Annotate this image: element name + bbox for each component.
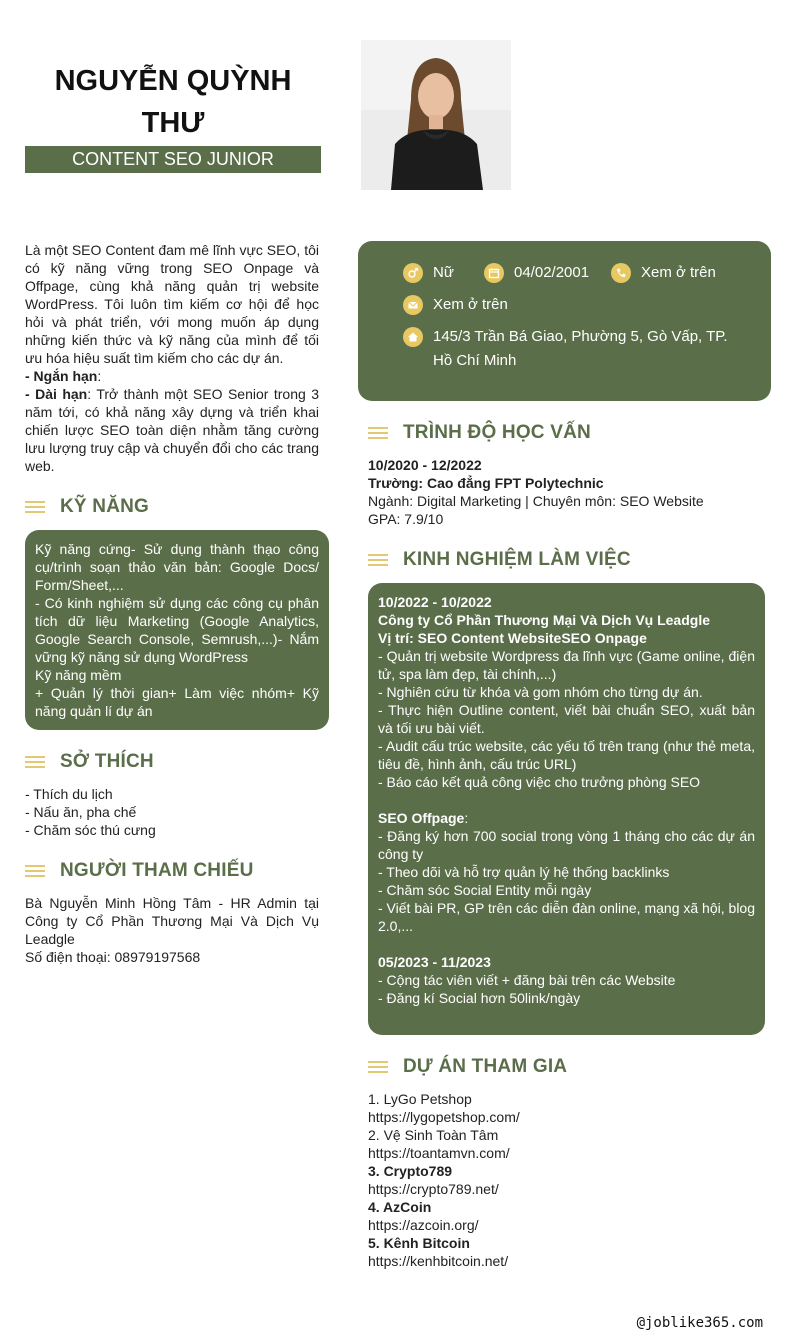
hobby-item: - Thích du lịch bbox=[25, 786, 113, 802]
phone-icon bbox=[611, 263, 631, 283]
hobbies-heading bbox=[25, 747, 154, 777]
menu-lines-icon bbox=[25, 756, 45, 768]
menu-lines-icon bbox=[368, 554, 388, 566]
reference-info bbox=[25, 894, 319, 966]
job1-bullet: - Nghiên cứu từ khóa và gom nhóm cho từng dự án. bbox=[378, 684, 703, 700]
experience-title: KINH NGHIỆM LÀM VIỆC bbox=[403, 549, 631, 570]
education-major: Ngành: Digital Marketing | Chuyên môn: SEO Website bbox=[368, 493, 704, 509]
project-url[interactable]: https://azcoin.org/ bbox=[368, 1217, 479, 1233]
education-info bbox=[368, 456, 768, 528]
reference-heading bbox=[25, 856, 254, 886]
long-term-goal bbox=[25, 385, 319, 475]
job1-bullet: - Báo cáo kết quả công việc cho trưởng phòng SEO bbox=[378, 774, 701, 790]
experience-heading bbox=[368, 545, 631, 575]
contact-box bbox=[358, 241, 771, 401]
portrait-image bbox=[361, 40, 511, 190]
education-school: Trường: Cao đẳng FPT Polytechnic bbox=[368, 475, 604, 491]
education-heading bbox=[368, 418, 591, 448]
offpage-label: SEO Offpage bbox=[378, 810, 465, 826]
address-item bbox=[403, 325, 743, 373]
phone-value: Xem ở trên bbox=[641, 264, 716, 281]
menu-lines-icon bbox=[25, 501, 45, 513]
dob-value: 04/02/2001 bbox=[514, 264, 590, 281]
skills-hard-1: Kỹ năng cứng- Sử dụng thành thạo công cụ/trình soạn thảo văn bản: Google Docs/ Form/Sheet,... bbox=[35, 541, 319, 593]
home-icon bbox=[403, 327, 423, 347]
project-url[interactable]: https://kenhbitcoin.net/ bbox=[368, 1253, 509, 1269]
email-value: Xem ở trên bbox=[433, 296, 508, 313]
offpage-bullet: - Chăm sóc Social Entity mỗi ngày bbox=[378, 882, 592, 898]
short-term-label: - Ngắn hạn bbox=[25, 368, 98, 384]
job2-bullet: - Cộng tác viên viết + đăng bài trên các Website bbox=[378, 972, 676, 988]
intro-text: Là một SEO Content đam mê lĩnh vực SEO, tôi có kỹ năng vững trong SEO Onpage và Offpage, cùng khả năng quản trị website WordPress. Tôi luôn tìm kiếm cơ hội để học hỏi và phát triển, với mong muốn áp dụng những kiến thức và kỹ năng của mình để tối ưu hóa hiệu suất tìm kiếm cho các dự án. bbox=[25, 242, 319, 366]
offpage-bullet: - Theo dõi và hỗ trợ quản lý hệ thống backlinks bbox=[378, 864, 670, 880]
candidate-name: NGUYỄN QUỲNH THƯ bbox=[54, 65, 292, 139]
job2-period: 05/2023 - 11/2023 bbox=[378, 954, 491, 970]
menu-lines-icon bbox=[368, 427, 388, 439]
project-name: 5. Kênh Bitcoin bbox=[368, 1235, 470, 1251]
skills-soft-list: + Quản lý thời gian+ Làm việc nhóm+ Kỹ năng quản lí dự án bbox=[35, 685, 319, 719]
menu-lines-icon bbox=[25, 865, 45, 877]
job1-bullet: - Thực hiện Outline content, viết bài chuẩn SEO, xuất bản và tối ưu bài viết. bbox=[378, 702, 755, 736]
offpage-colon: : bbox=[464, 810, 469, 826]
job1-period: 10/2022 - 10/2022 bbox=[378, 594, 492, 610]
reference-title: NGƯỜI THAM CHIẾU bbox=[60, 860, 254, 881]
calendar-icon bbox=[484, 263, 504, 283]
email-item bbox=[403, 293, 508, 317]
education-gpa: GPA: 7.9/10 bbox=[368, 511, 444, 527]
skills-title: KỸ NĂNG bbox=[60, 496, 150, 517]
skills-heading bbox=[25, 492, 149, 522]
career-objective bbox=[25, 241, 319, 475]
project-url[interactable]: https://crypto789.net/ bbox=[368, 1181, 499, 1197]
gender-value: Nữ bbox=[433, 264, 454, 281]
job1-bullet: - Audit cấu trúc website, các yếu tố trên trang (như thẻ meta, tiêu đề, hình ảnh, cấu trúc URL) bbox=[378, 738, 755, 772]
hobby-item: - Nấu ăn, pha chế bbox=[25, 804, 137, 820]
watermark: @joblike365.com bbox=[636, 1315, 763, 1331]
hobby-item: - Chăm sóc thú cưng bbox=[25, 822, 156, 838]
job1-company: Công ty Cổ Phần Thương Mại Và Dịch Vụ Leadgle bbox=[378, 612, 711, 628]
project-url[interactable]: https://toantamvn.com/ bbox=[368, 1145, 510, 1161]
job1-bullet: - Quản trị website Wordpress đa lĩnh vực (Game online, điện tử, spa làm đẹp, tài chính,...) bbox=[378, 648, 755, 682]
offpage-bullet: - Đăng ký hơn 700 social trong vòng 1 tháng cho các dự án công ty bbox=[378, 828, 755, 862]
experience-box bbox=[368, 583, 765, 1035]
gender-item bbox=[403, 261, 454, 285]
job-title-banner: CONTENT SEO JUNIOR bbox=[25, 146, 321, 173]
menu-lines-icon bbox=[368, 1061, 388, 1073]
project-url[interactable]: https://lygopetshop.com/ bbox=[368, 1109, 520, 1125]
project-name: 2. Vệ Sinh Toàn Tâm bbox=[368, 1127, 499, 1143]
skills-box bbox=[25, 530, 329, 730]
reference-phone: Số điện thoại: 08979197568 bbox=[25, 949, 201, 965]
education-period: 10/2020 - 12/2022 bbox=[368, 457, 482, 473]
offpage-bullet: - Viết bài PR, GP trên các diễn đàn online, mạng xã hội, blog 2.0,... bbox=[378, 900, 755, 934]
projects-title: DỰ ÁN THAM GIA bbox=[403, 1056, 568, 1077]
phone-item bbox=[611, 261, 716, 285]
project-name: 1. LyGo Petshop bbox=[368, 1091, 472, 1107]
skills-soft-label: Kỹ năng mềm bbox=[35, 667, 122, 683]
long-term-label: - Dài hạn bbox=[25, 386, 88, 402]
hobbies-title: SỞ THÍCH bbox=[60, 751, 154, 772]
job2-bullet: - Đăng kí Social hơn 50link/ngày bbox=[378, 990, 581, 1006]
short-term-goal bbox=[25, 367, 319, 385]
reference-person: Bà Nguyễn Minh Hồng Tâm - HR Admin tại Công ty Cổ Phần Thương Mại Và Dịch Vụ Leadgle bbox=[25, 895, 319, 947]
hobbies-list bbox=[25, 785, 319, 839]
job1-position: Vị trí: SEO Content WebsiteSEO Onpage bbox=[378, 630, 647, 646]
short-term-colon: : bbox=[97, 368, 102, 384]
projects-heading bbox=[368, 1052, 567, 1082]
gender-icon bbox=[403, 263, 423, 283]
email-icon bbox=[403, 295, 423, 315]
project-name: 3. Crypto789 bbox=[368, 1163, 453, 1179]
skills-hard-2: - Có kinh nghiệm sử dụng các công cụ phân tích dữ liệu Marketing (Google Analytics, Google Search Console, Semrush,...)- Nắm vững kỹ năng sử dụng WordPress bbox=[35, 595, 319, 665]
projects-list bbox=[368, 1090, 768, 1270]
education-title: TRÌNH ĐỘ HỌC VẤN bbox=[403, 422, 591, 443]
project-name: 4. AzCoin bbox=[368, 1199, 432, 1215]
long-term-text: : Trở thành một SEO Senior trong 3 năm tới, có khả năng xây dựng và triển khai chiến lược SEO toàn diện nhằm tăng cường lưu lượng truy cập và chuyển đổi cho các trang web. bbox=[25, 386, 320, 474]
profile-photo bbox=[361, 40, 511, 190]
address-value: 145/3 Trần Bá Giao, Phường 5, Gò Vấp, TP. Hồ Chí Minh bbox=[433, 328, 728, 369]
dob-item bbox=[484, 261, 589, 285]
